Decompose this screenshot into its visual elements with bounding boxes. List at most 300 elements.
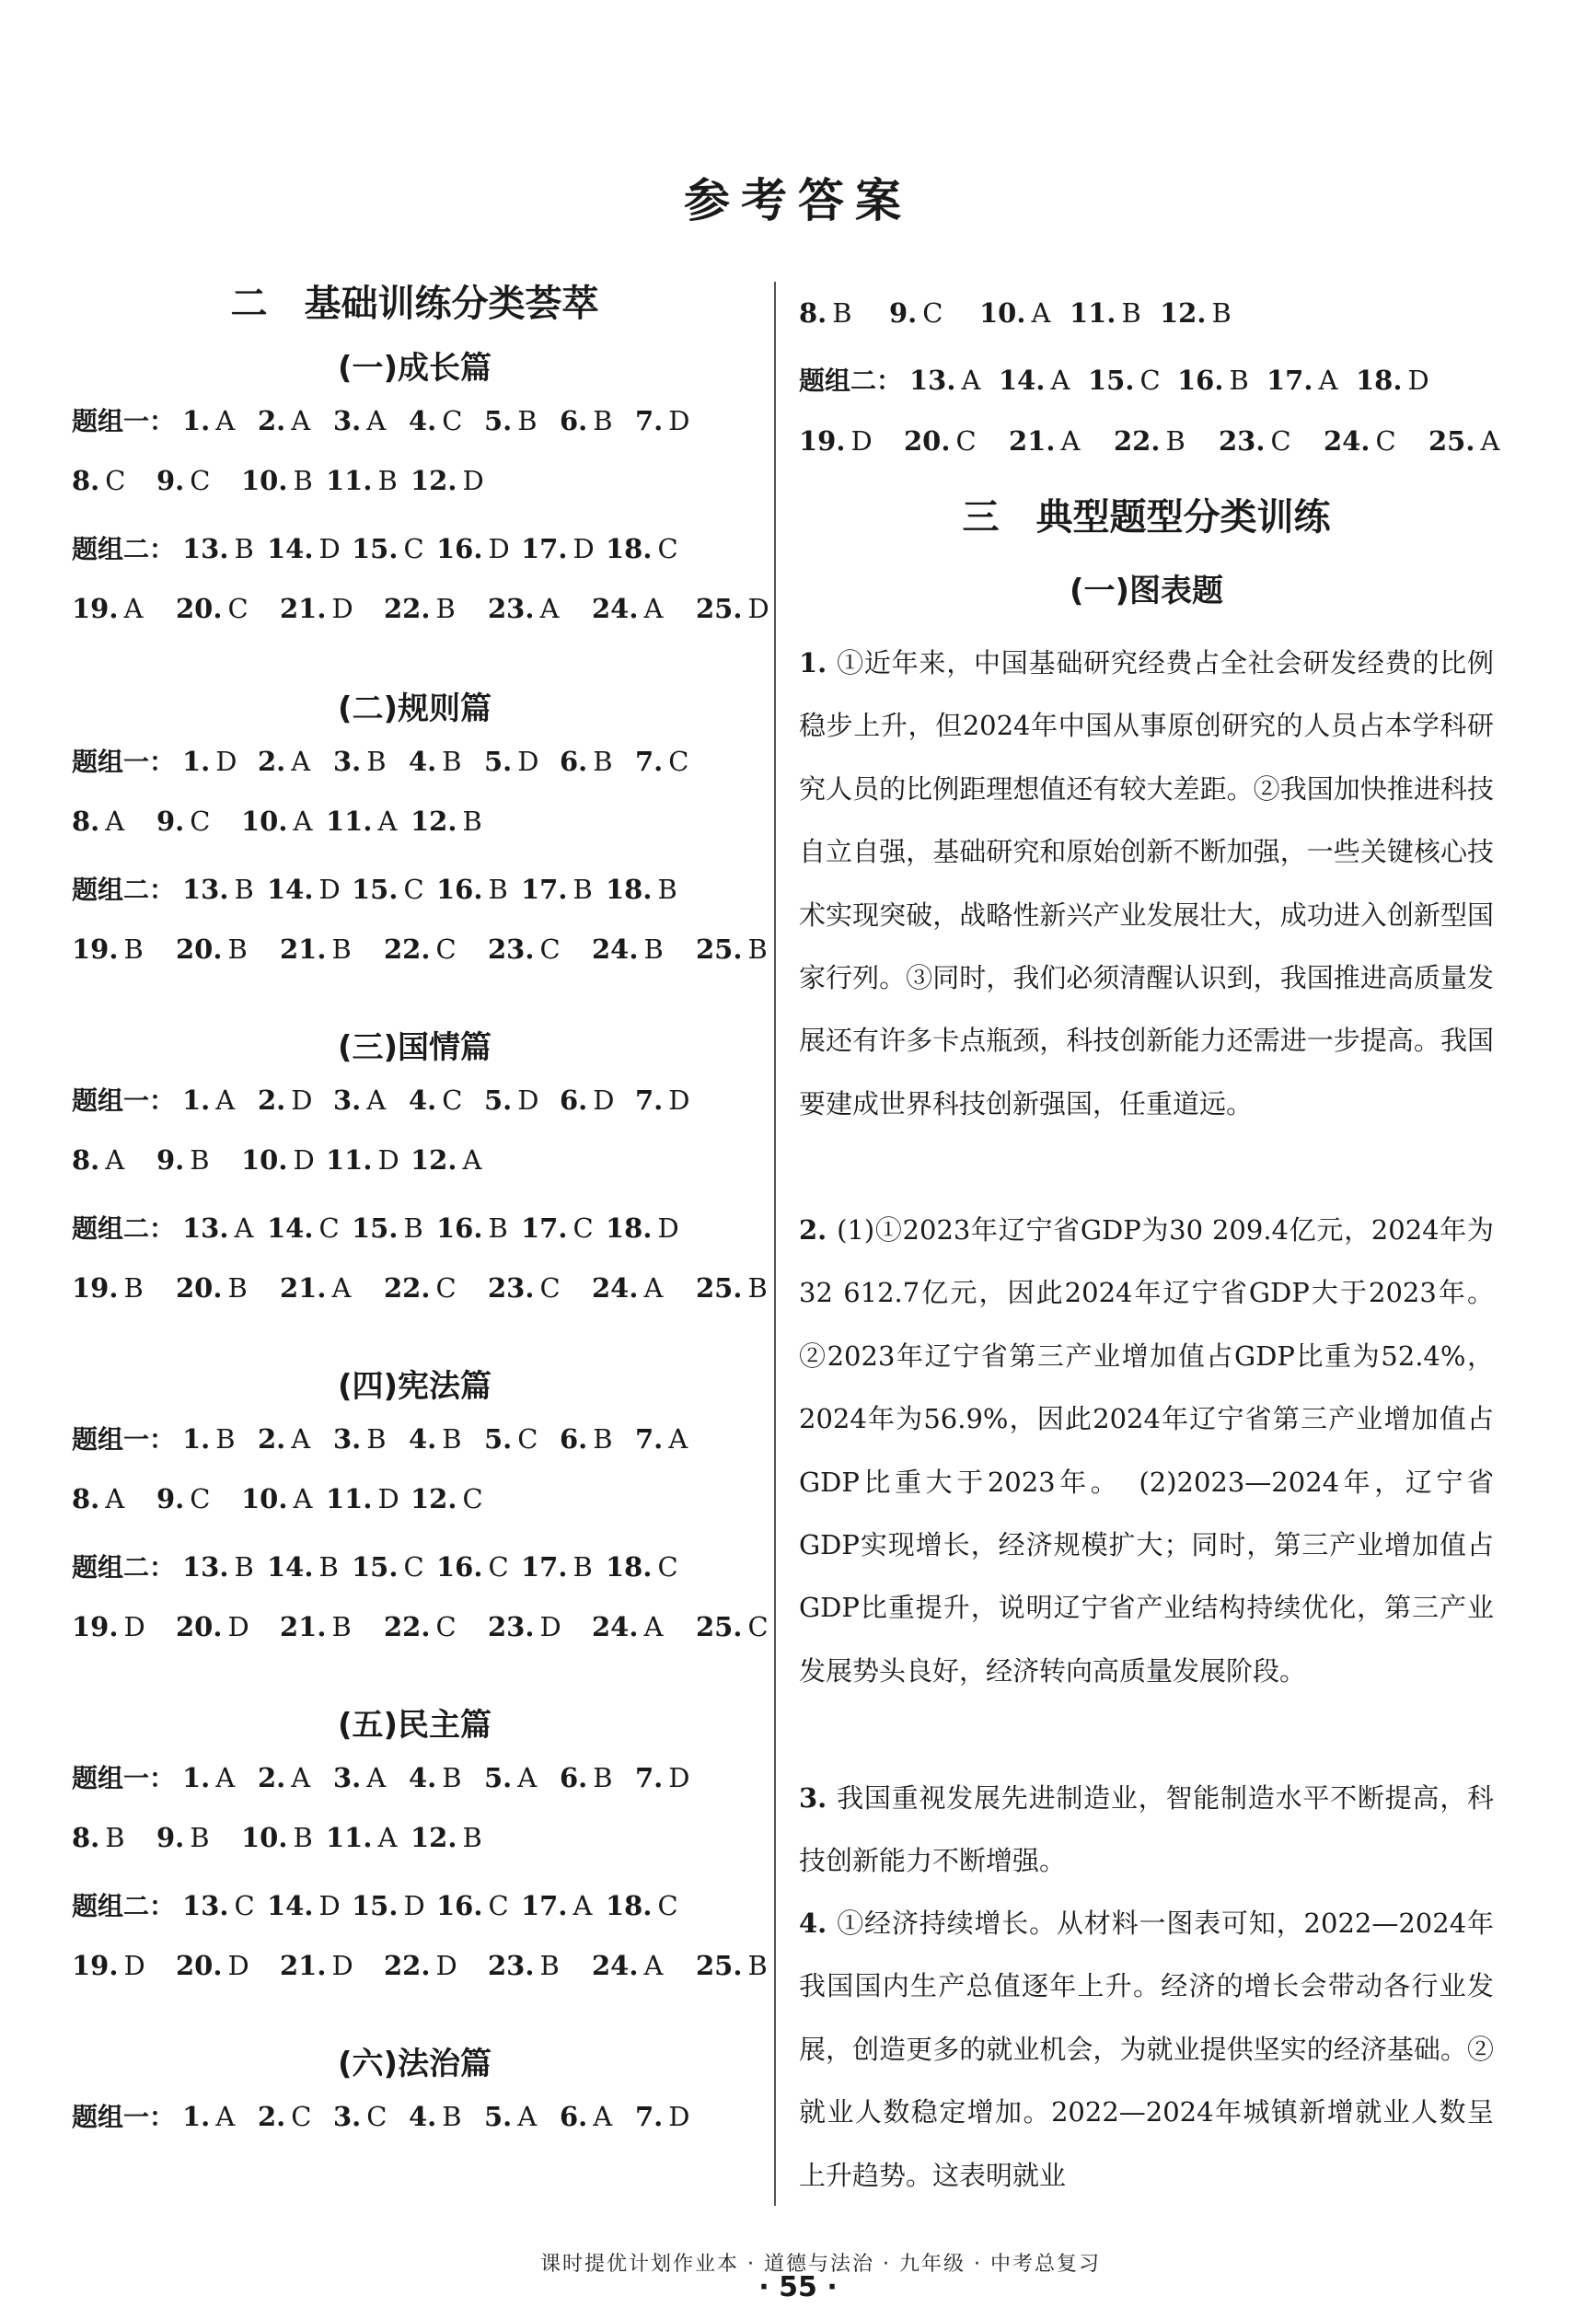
footer-edition: 中考总复习 (989, 2253, 1101, 2276)
question-number: 14. (267, 873, 314, 905)
answer-choice: A (105, 1144, 125, 1177)
answer-line (72, 1483, 495, 1514)
answer-item (176, 1611, 280, 1642)
answer-item (182, 405, 258, 436)
answer-line (72, 742, 711, 779)
answer-item (409, 2101, 484, 2132)
answer-choice: A (291, 1423, 311, 1455)
question-number: 5. (484, 1084, 513, 1116)
answer-item (696, 1272, 800, 1304)
answer-item (241, 1822, 326, 1853)
answer-choice: B (1165, 424, 1185, 457)
answer-item (484, 746, 560, 777)
answer-choice: B (377, 465, 398, 497)
answer-choice: A (215, 1762, 236, 1793)
question-number: 1. (182, 405, 211, 436)
answer-line (72, 1950, 800, 1981)
answer-item (258, 1762, 333, 1793)
question-number: 23. (488, 593, 535, 625)
answer-item (635, 1084, 711, 1116)
answer-item (999, 365, 1088, 396)
question-number: 9. (156, 1483, 185, 1515)
answer-item (241, 1144, 326, 1176)
question-number: 23. (488, 934, 535, 966)
answer-choice: A (572, 1889, 593, 1921)
answer-item (521, 533, 606, 564)
answer-choice: A (105, 806, 125, 838)
question-number: 2. (799, 1214, 838, 1246)
question-number: 8. (72, 1144, 100, 1177)
answer-item (1070, 297, 1160, 329)
question-number: 23. (488, 1950, 535, 1982)
answer-choice: A (643, 1611, 664, 1643)
answer-choice: B (318, 1550, 339, 1583)
answer-choice: C (668, 746, 689, 777)
answer-item (182, 1084, 258, 1116)
answer-item (258, 2101, 333, 2132)
answer-item (176, 934, 280, 965)
answer-choice: C (105, 465, 126, 497)
question-number: 2. (258, 2101, 286, 2132)
answer-item (411, 1822, 495, 1853)
answer-item (606, 1212, 690, 1244)
category-title: (四)宪法篇 (337, 1368, 492, 1405)
answer-item (560, 2101, 635, 2132)
answer-item (280, 1611, 384, 1642)
question-number: 12. (411, 465, 457, 497)
question-number: 6. (560, 746, 588, 777)
question-number: 18. (606, 1889, 653, 1921)
question-number: 11. (1070, 297, 1116, 329)
question-number: 12. (411, 806, 457, 838)
answer-item (156, 465, 241, 496)
answer-item (326, 1483, 411, 1514)
answer-item (267, 1551, 352, 1583)
answer-item (1219, 425, 1324, 457)
answer-item (606, 533, 690, 564)
answer-choice: B (123, 1272, 144, 1305)
question-number: 10. (979, 297, 1026, 329)
question-number: 2. (258, 405, 286, 436)
answer-line (72, 1272, 800, 1304)
answer-choice: D (331, 1950, 353, 1982)
question-number: 19. (72, 1950, 119, 1982)
answer-choice: D (488, 532, 510, 564)
question-number: 13. (182, 532, 229, 564)
answer-item (176, 1950, 280, 1981)
question-number: 3. (799, 1782, 838, 1814)
answer-choice: A (593, 2101, 613, 2132)
question-number: 18. (606, 1550, 653, 1583)
question-number: 10. (241, 806, 288, 838)
question-number: 6. (560, 1762, 588, 1793)
answer-text: ①近年来，中国基础研究经费占全社会研发经费的比例稳步上升，但2024年中国从事原创研究的人员占本学科研究人员的比例距理想值还有较大差距。②我国加快推进科技自立自强，基础研究和原始创新不断加强，一些关键核心技术实现突破，战略性新兴产业发展壮大，成功进入创新型国家行列。③同时，我们必须清醒认识到，我国推进高质量发展还有许多卡点瓶颈，科技创新能力还需进一步提高。我国要建成世界科技创新强国，任重道远。 (799, 647, 1494, 1119)
answer-choice: C (1270, 424, 1291, 457)
question-number: 13. (182, 1550, 229, 1583)
answer-choice: D (227, 1611, 249, 1643)
question-number: 16. (436, 1889, 483, 1921)
answer-choice: B (234, 532, 254, 564)
question-number: 25. (696, 934, 743, 966)
answer-item (267, 1212, 352, 1244)
answer-choice: A (1480, 424, 1500, 457)
answer-choice: D (331, 593, 353, 625)
answer-item (384, 1272, 488, 1304)
question-number: 1. (182, 2101, 211, 2132)
answer-choice: D (517, 746, 539, 777)
answer-choice: A (462, 1144, 482, 1177)
category-title: (三)国情篇 (337, 1029, 492, 1066)
answer-item (384, 934, 488, 965)
answer-item (326, 1822, 411, 1853)
answer-item (267, 533, 352, 564)
question-number: 8. (72, 1483, 100, 1515)
question-number: 5. (484, 1423, 513, 1455)
answer-line (72, 1822, 495, 1853)
answer-item (696, 593, 800, 624)
answer-item (72, 1144, 156, 1176)
answer-choice: D (318, 532, 341, 564)
answer-item (241, 806, 326, 837)
question-number: 25. (696, 1950, 743, 1982)
question-number: 12. (1160, 297, 1207, 329)
answer-item (488, 934, 592, 965)
answer-line (72, 1144, 495, 1176)
answer-item (156, 1483, 241, 1514)
question-group-label: 题组二： (72, 1212, 176, 1244)
answer-item (484, 1762, 560, 1793)
answer-choice: B (593, 1423, 613, 1455)
question-number: 14. (999, 365, 1046, 397)
answer-item (72, 465, 156, 496)
question-number: 3. (333, 746, 362, 777)
answer-choice: B (227, 934, 248, 966)
answer-choice: D (291, 1084, 313, 1116)
answer-item (411, 1144, 495, 1176)
question-number: 2. (258, 1423, 286, 1455)
answer-choice: B (832, 297, 852, 329)
question-number: 9. (156, 1144, 185, 1177)
answer-paragraph (799, 1199, 1494, 1702)
answer-line (72, 1611, 800, 1642)
answer-paragraph (799, 1892, 1494, 2207)
footer-grade: 九年级 (898, 2253, 966, 2276)
question-number: 25. (696, 593, 743, 625)
question-number: 4. (409, 2101, 437, 2132)
subsection-title-chart-questions: (一)图表题 (1069, 573, 1224, 609)
answer-item (280, 1272, 384, 1304)
answer-text: 我国重视发展先进制造业，智能制造水平不断提高，科技创新能力不断增强。 (799, 1782, 1494, 1877)
answer-choice: D (593, 1084, 615, 1116)
answer-item (521, 1551, 606, 1583)
answer-item (560, 1423, 635, 1455)
answer-item (352, 1890, 436, 1921)
answer-item (72, 1483, 156, 1514)
answer-choice: B (462, 1822, 482, 1854)
question-number: 17. (521, 1550, 568, 1583)
answer-choice: D (462, 465, 484, 497)
answer-item (484, 1084, 560, 1116)
answer-item (521, 1212, 606, 1244)
question-number: 15. (352, 1889, 399, 1921)
answer-line (72, 934, 800, 965)
question-number: 19. (72, 1611, 119, 1643)
answer-choice: D (227, 1950, 249, 1982)
answer-item (182, 2101, 258, 2132)
answer-item (1160, 297, 1250, 329)
answer-choice: B (747, 1950, 768, 1982)
answer-choice: B (593, 746, 613, 777)
answer-paragraph (799, 632, 1494, 1135)
answer-choice: A (215, 1084, 236, 1116)
answer-item (352, 1212, 436, 1244)
question-number: 3. (333, 405, 362, 436)
answer-choice: B (462, 806, 482, 838)
question-group-label: 题组一： (72, 2102, 176, 2132)
answer-item (909, 365, 999, 396)
answer-item (258, 1084, 333, 1116)
answer-paragraph (799, 1767, 1494, 1893)
question-number: 10. (241, 465, 288, 497)
answer-choice: B (572, 1550, 593, 1583)
question-number: 6. (560, 1084, 588, 1116)
question-number: 15. (352, 532, 399, 564)
answer-choice: B (190, 1822, 210, 1854)
question-number: 17. (521, 1212, 568, 1244)
answer-choice: D (850, 424, 873, 457)
answer-choice: C (462, 1483, 483, 1515)
answer-item (156, 806, 241, 837)
answer-choice: D (318, 1889, 341, 1921)
answer-item (488, 1272, 592, 1304)
answer-item (182, 1551, 267, 1583)
answer-item (182, 1212, 267, 1244)
answer-choice: A (643, 1950, 664, 1982)
question-number: 4. (409, 1762, 437, 1793)
answer-item (592, 1611, 696, 1642)
question-number: 20. (176, 1611, 223, 1643)
answer-item (182, 746, 258, 777)
answer-item (333, 1084, 409, 1116)
answer-item (1114, 425, 1219, 457)
question-number: 2. (258, 1084, 286, 1116)
answer-choice: C (190, 806, 211, 838)
answer-item (592, 593, 696, 624)
question-number: 5. (484, 1762, 513, 1793)
answer-choice: A (123, 593, 144, 625)
question-number: 7. (635, 1762, 664, 1793)
answer-item (799, 425, 904, 457)
answer-choice: A (377, 1822, 398, 1854)
answer-item (182, 533, 267, 564)
answer-item (280, 1950, 384, 1981)
answer-item (182, 1762, 258, 1793)
question-number: 11. (326, 1483, 373, 1515)
answer-item (560, 1762, 635, 1793)
question-number: 21. (1009, 424, 1056, 457)
answer-item (484, 1423, 560, 1455)
question-number: 3. (333, 1762, 362, 1793)
question-number: 3. (333, 1423, 362, 1455)
answer-line (72, 1548, 690, 1584)
question-number: 21. (280, 934, 327, 966)
answer-choice: D (123, 1950, 145, 1982)
answer-choice: C (572, 1212, 594, 1244)
question-number: 13. (182, 873, 229, 905)
question-number: 13. (909, 365, 956, 397)
question-number: 18. (606, 532, 653, 564)
question-number: 21. (280, 593, 327, 625)
question-number: 24. (592, 934, 639, 966)
footer-subject: 道德与法治 (763, 2253, 874, 2276)
question-number: 1. (182, 1423, 211, 1455)
answer-choice: A (291, 746, 311, 777)
answer-line (799, 297, 1250, 329)
answer-item (333, 405, 409, 436)
question-number: 9. (156, 1822, 185, 1854)
answer-choice: D (668, 2101, 690, 2132)
answer-item (904, 425, 1009, 457)
answer-choice: B (123, 934, 144, 966)
question-number: 6. (560, 405, 588, 436)
answer-item (72, 1822, 156, 1853)
answer-choice: B (293, 1822, 313, 1854)
question-number: 9. (156, 806, 185, 838)
answer-item (384, 1950, 488, 1981)
answer-item (326, 806, 411, 837)
question-number: 8. (72, 465, 100, 497)
answer-choice: C (318, 1212, 340, 1244)
question-number: 18. (606, 1212, 653, 1244)
answer-item (156, 1822, 241, 1853)
answer-choice: D (668, 1084, 690, 1116)
answer-choice: B (643, 934, 664, 966)
answer-item (280, 934, 384, 965)
answer-item (560, 1084, 635, 1116)
answer-choice: A (539, 593, 560, 625)
answer-item (696, 1611, 800, 1642)
answer-choice: A (215, 405, 236, 436)
answer-item (411, 806, 495, 837)
answer-choice: A (1050, 365, 1070, 397)
answer-choice: A (1318, 365, 1338, 397)
question-number: 23. (1219, 424, 1266, 457)
question-number: 4. (409, 405, 437, 436)
answer-item (409, 746, 484, 777)
answer-choice: B (747, 934, 768, 966)
answer-choice: B (403, 1212, 423, 1244)
answer-choice: A (293, 806, 313, 838)
answer-item (258, 405, 333, 436)
answer-item (635, 2101, 711, 2132)
answer-item (436, 1551, 521, 1583)
answer-item (409, 1423, 484, 1455)
answer-choice: A (215, 2101, 236, 2132)
question-group-label: 题组二： (799, 365, 903, 397)
question-number: 24. (592, 593, 639, 625)
category-title: (六)法治篇 (337, 2046, 492, 2082)
column-divider (774, 282, 776, 2206)
answer-choice: C (657, 1550, 678, 1583)
question-number: 21. (280, 1611, 327, 1643)
answer-choice: D (517, 1084, 539, 1116)
question-number: 24. (1324, 424, 1370, 457)
answer-choice: B (1229, 365, 1249, 397)
answer-line (72, 593, 800, 624)
answer-choice: D (215, 746, 237, 777)
answer-choice: C (539, 934, 561, 966)
question-number: 25. (696, 1272, 743, 1305)
question-number: 17. (1266, 365, 1313, 397)
question-number: 2. (258, 1762, 286, 1793)
answer-item (72, 593, 176, 624)
question-number: 22. (384, 934, 431, 966)
answer-line (72, 870, 690, 907)
question-number: 16. (436, 1550, 483, 1583)
answer-choice: B (1121, 297, 1141, 329)
answer-choice: A (1031, 297, 1051, 329)
answer-choice: B (442, 746, 462, 777)
question-number: 14. (267, 532, 314, 564)
answer-choice: A (105, 1483, 125, 1515)
answer-choice: C (1139, 365, 1161, 397)
answer-choice: A (517, 1762, 538, 1793)
answer-item (1324, 425, 1428, 457)
answer-choice: D (657, 1212, 679, 1244)
question-number: 9. (889, 297, 918, 329)
answer-choice: B (593, 1762, 613, 1793)
answer-item (560, 746, 635, 777)
answer-item (606, 1551, 690, 1583)
page-number: · 55 · (758, 2271, 838, 2303)
question-group-label: 题组二： (72, 1551, 176, 1583)
question-number: 5. (484, 746, 513, 777)
answer-item (592, 1950, 696, 1981)
answer-item (889, 297, 979, 329)
answer-choice: B (657, 873, 677, 905)
answer-item (979, 297, 1070, 329)
question-number: 1. (799, 647, 838, 678)
answer-choice: B (435, 593, 456, 625)
answer-choice: A (366, 405, 387, 436)
answer-item (156, 1144, 241, 1176)
answer-choice: D (318, 873, 341, 905)
answer-choice: B (234, 1550, 254, 1583)
answer-item (176, 593, 280, 624)
question-number: 25. (696, 1611, 743, 1643)
answer-choice: A (331, 1272, 352, 1305)
answer-choice: C (657, 1889, 678, 1921)
question-number: 10. (241, 1144, 288, 1177)
answer-line (72, 806, 495, 837)
question-number: 13. (182, 1889, 229, 1921)
question-number: 14. (267, 1889, 314, 1921)
answer-item (411, 465, 495, 496)
question-number: 19. (799, 424, 846, 457)
question-number: 12. (411, 1822, 457, 1854)
question-number: 11. (326, 1822, 373, 1854)
question-group-label: 题组一： (72, 1763, 176, 1793)
question-number: 1. (182, 1762, 211, 1793)
answer-line (799, 425, 1533, 457)
question-number: 13. (182, 1212, 229, 1244)
answer-choice: A (366, 1762, 387, 1793)
question-number: 12. (411, 1144, 457, 1177)
answer-choice: C (366, 2101, 387, 2132)
question-number: 9. (156, 465, 185, 497)
question-number: 25. (1428, 424, 1475, 457)
question-number: 24. (592, 1611, 639, 1643)
